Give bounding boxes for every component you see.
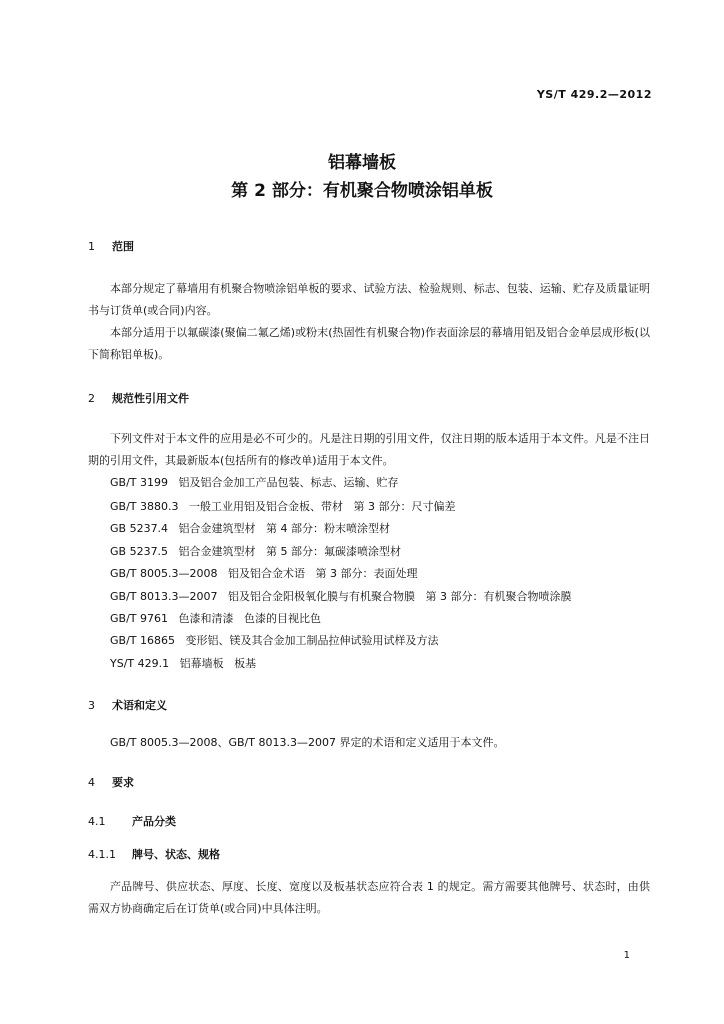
reference-item: GB/T 3199 铝及铝合金加工产品包装、标志、运输、贮存 [110,476,399,489]
section-title: 产品分类 [132,815,176,828]
page-number: 1 [623,950,630,961]
section-number: 1 [88,240,95,253]
section-3-paragraph: GB/T 8005.3—2008、GB/T 8013.3—2007 界定的术语和定义适用于本文件。 [110,736,505,749]
reference-item: GB/T 16865 变形铝、镁及其合金加工制品拉伸试验用试样及方法 [110,634,439,647]
section-number: 3 [88,699,95,712]
section-title: 要求 [112,776,134,789]
reference-item: YS/T 429.1 铝幕墙板 板基 [110,657,257,670]
reference-item: GB/T 8013.3—2007 铝及铝合金阳极氧化膜与有机聚合物膜 第 3 部分：有机聚合物喷涂膜 [110,590,572,603]
section-1-heading [88,238,134,254]
section-4-heading [88,774,134,790]
reference-item: GB/T 3880.3 一般工业用铝及铝合金板、带材 第 3 部分：尺寸偏差 [110,500,456,513]
section-2-heading [88,390,189,406]
section-1-paragraph-2: 本部分适用于以氟碳漆(聚偏二氟乙烯)或粉末(热固性有机聚合物)作表面涂层的幕墙用铝及铝合金单层成形板(以下简称铝单板)。 [88,326,650,361]
section-1-paragraph-1: 本部分规定了幕墙用有机聚合物喷涂铝单板的要求、试验方法、检验规则、标志、包装、运输、贮存及质量证明书与订货单(或合同)内容。 [88,282,650,317]
section-title: 牌号、状态、规格 [132,848,220,861]
section-title: 范围 [112,240,134,253]
section-number: 4.1.1 [88,848,116,861]
document-subtitle: 第 2 部分：有机聚合物喷涂铝单板 [231,181,493,201]
section-4-1-1-heading [88,846,220,862]
reference-item: GB 5237.5 铝合金建筑型材 第 5 部分：氟碳漆喷涂型材 [110,545,402,558]
section-number: 4 [88,776,95,789]
reference-item: GB/T 9761 色漆和清漆 色漆的目视比色 [110,612,321,625]
section-number: 4.1 [88,815,106,828]
section-4-1-heading [88,813,176,829]
standard-code: YS/T 429.2—2012 [536,88,652,101]
reference-item: GB/T 8005.3—2008 铝及铝合金术语 第 3 部分：表面处理 [110,567,418,580]
document-title: 铝幕墙板 [328,153,396,173]
section-4-1-1-paragraph: 产品牌号、供应状态、厚度、长度、宽度以及板基状态应符合表 1 的规定。需方需要其他牌号、状态时，由供需双方协商确定后在订货单(或合同)中具体注明。 [88,880,650,915]
section-3-heading [88,697,167,713]
reference-item: GB 5237.4 铝合金建筑型材 第 4 部分：粉末喷涂型材 [110,522,391,535]
section-title: 术语和定义 [112,699,167,712]
section-title: 规范性引用文件 [112,392,189,405]
section-number: 2 [88,392,95,405]
section-2-intro: 下列文件对于本文件的应用是必不可少的。凡是注日期的引用文件，仅注日期的版本适用于本文件。凡是不注日期的引用文件，其最新版本(包括所有的修改单)适用于本文件。 [88,432,650,467]
